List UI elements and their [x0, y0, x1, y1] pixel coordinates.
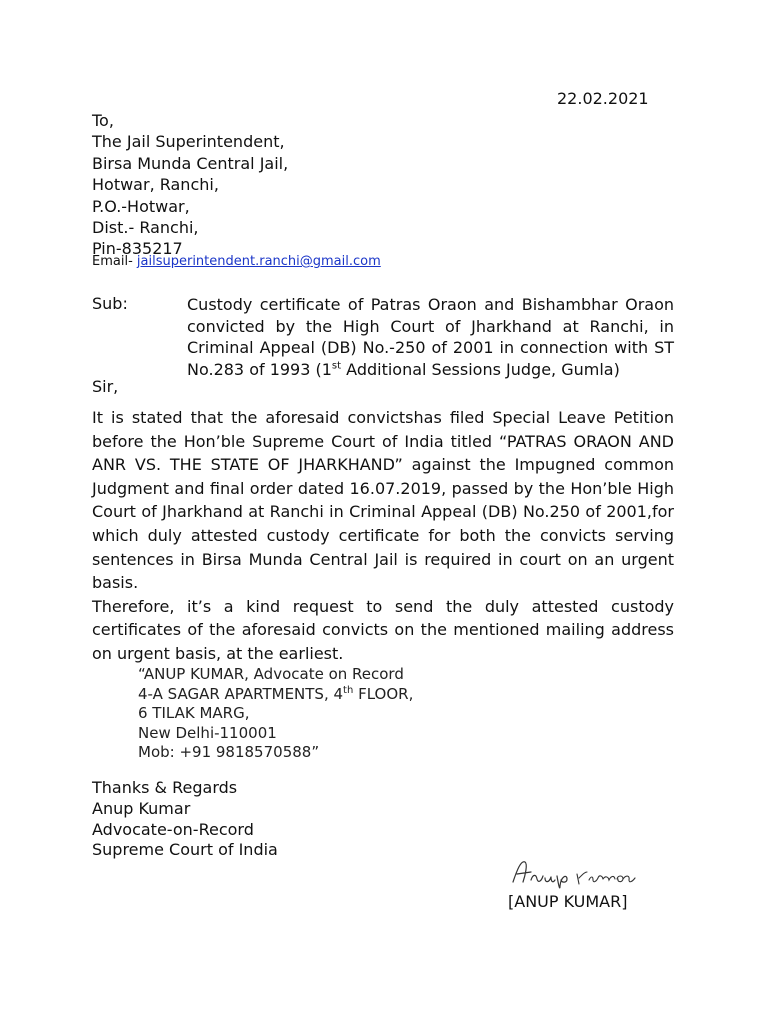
subject-text [187, 294, 674, 380]
mailing-line: Mob: +91 9818570588” [138, 743, 320, 762]
body-paragraph: Therefore, it’s a kind request to send the duly attested custody certificates of the aforesaid convicts on the mentioned mailing address on urgent basis, at the earliest. [92, 596, 674, 663]
email-line [92, 254, 381, 269]
closing-line: Thanks & Regards [92, 778, 238, 797]
closing-line: Anup Kumar [92, 798, 191, 818]
mailing-line: “ANUP KUMAR, Advocate on Record [138, 665, 404, 683]
address-line: Birsa Munda Central Jail, [92, 153, 289, 173]
closing-line: Supreme Court of India [92, 840, 278, 860]
floor-superscript: th [343, 684, 354, 696]
mailing-line [138, 685, 413, 705]
address-line: Pin-835217 [92, 239, 183, 259]
salutation: Sir, [92, 377, 119, 396]
address-line: Hotwar, Ranchi, [92, 175, 219, 195]
subject-superscript: st [331, 360, 342, 372]
signed-name: [ANUP KUMAR] [508, 892, 628, 911]
address-line: To, [92, 111, 114, 130]
mailing-line: 6 TILAK MARG, [138, 704, 250, 723]
body-paragraph: It is stated that the aforesaid convictshas filed Special Leave Petition before the Hon’ble Supreme Court of India titled “PATRAS ORAON AND ANR VS. THE STATE OF JHARKHAND” against the Impugned common Judgment and final order dated 16.07.2019, passed by the Hon’ble High Court of Jharkhand at Ranchi in Criminal Appeal (DB) No.250 of 2001,for which duly attested custody certificate for both the convicts serving sentences in Birsa Munda Central Jail is required in court on an urgent basis. [92, 408, 674, 593]
closing-line: Advocate-on-Record [92, 819, 254, 839]
closing-block [92, 778, 278, 861]
subject-part: Custody certificate of Patras Oraon and Bishambhar Oraon convicted by the High Court of Jharkhand at Ranchi, in Criminal Appeal (DB) No.-250 of 2001 in connection with ST No.283 of 1993 (1 [187, 295, 674, 379]
mailing-line: New Delhi-110001 [138, 723, 277, 742]
address-line: Dist.- Ranchi, [92, 218, 199, 238]
subject-part: Additional Sessions Judge, Gumla) [341, 359, 620, 379]
subject-label: Sub: [92, 294, 128, 313]
handwritten-signature [505, 852, 645, 892]
letter-body [92, 406, 674, 666]
address-line: P.O.-Hotwar, [92, 196, 190, 216]
mailing-line-part: 4-A SAGAR APARTMENTS, 4 [138, 684, 344, 703]
email-link[interactable]: jailsuperintendent.ranchi@gmail.com [136, 254, 381, 269]
mailing-address [138, 665, 413, 763]
address-line: The Jail Superintendent, [92, 132, 285, 152]
recipient-address [92, 110, 288, 260]
mailing-line-part: FLOOR, [353, 684, 414, 703]
email-label: Email- [92, 254, 133, 269]
letter-date: 22.02.2021 [557, 89, 649, 108]
